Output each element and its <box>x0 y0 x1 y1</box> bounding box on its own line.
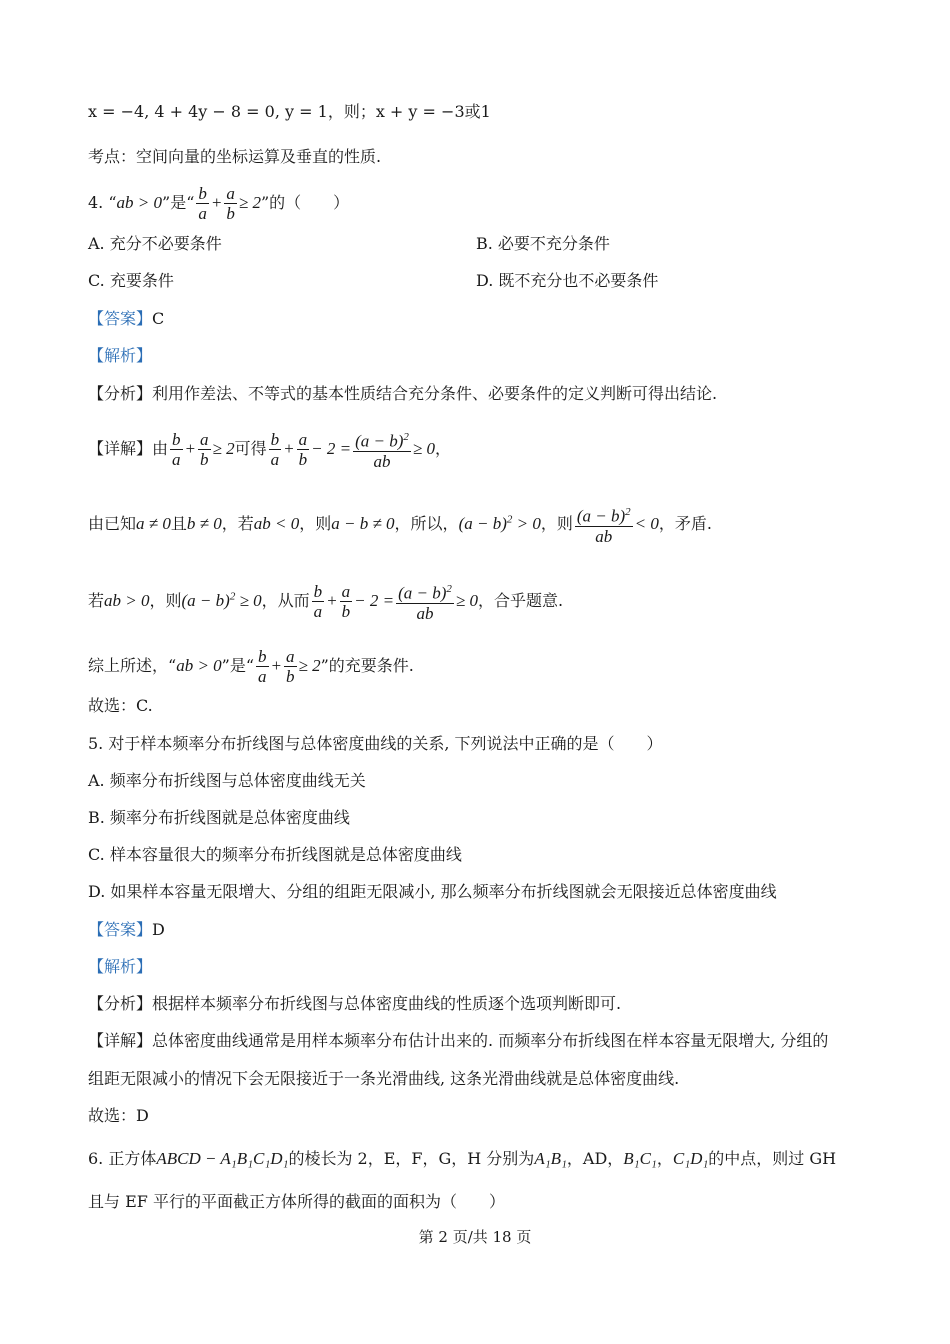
q5-option-a: A. 频率分布折线图与总体密度曲线无关 <box>88 771 366 790</box>
kaodian: 考点：空间向量的坐标运算及垂直的性质. <box>88 147 382 166</box>
q4-guxuan: 故选：C. <box>88 696 153 715</box>
q4-fenxi: 【分析】利用作差法、不等式的基本性质结合充分条件、必要条件的定义判断可得出结论. <box>88 384 718 403</box>
page-footer: 第 2 页/共 18 页 <box>418 1228 532 1246</box>
top-formula: x = −4, 4 + 4y − 8 = 0, y = 1，则；x + y = −3或1 <box>88 102 491 121</box>
q4-option-a: A. 充分不必要条件 <box>88 234 222 253</box>
q4-option-b: B. 必要不充分条件 <box>476 234 610 253</box>
q5-xiangjie-1: 【详解】总体密度曲线通常是用样本频率分布估计出来的. 而频率分布折线图在样本容量无限增大, 分组的 <box>88 1031 829 1050</box>
q6-stem-1: 6. 正方体ABCD − A₁B₁C₁D₁的棱长为 2，E，F，G，H 分别为A₁B₁，AD，B₁C₁，C₁D₁的中点，则过 GH <box>88 1149 837 1168</box>
q5-option-c: C. 样本容量很大的频率分布折线图就是总体密度曲线 <box>88 845 462 864</box>
q4-xiangjie-1: 【详解】由 $\frac{b}{a}$ + $\frac{a}{b}$ ≥ 2可得 $\frac{b}{a}$ + $\frac{a}{b}$ − 2 = $\frac{(a - b)^2}{ab}$ ≥ 0， <box>88 429 451 471</box>
q4-xiangjie-3: 若ab > 0，则$(a - b)^2 \ge 0$，从而 $\frac{b}{a}$ + $\frac{a}{b}$ − 2 = $\frac{(a - b)^2}{ab}$ ≥ 0，合乎题意. <box>88 581 564 623</box>
q5-option-b: B. 频率分布折线图就是总体密度曲线 <box>88 808 350 827</box>
q5-jiexi: 【解析】 <box>88 957 153 976</box>
q4-jiexi: 【解析】 <box>88 346 153 365</box>
q4-answer: 【答案】C <box>88 309 165 328</box>
q5-fenxi: 【分析】根据样本频率分布折线图与总体密度曲线的性质逐个选项判断即可. <box>88 994 622 1013</box>
q6-stem-2: 且与 EF 平行的平面截正方体所得的截面的面积为（ ） <box>88 1192 505 1211</box>
q4-option-c: C. 充要条件 <box>88 271 174 290</box>
q5-stem: 5. 对于样本频率分布折线图与总体密度曲线的关系, 下列说法中正确的是（ ） <box>88 734 663 753</box>
q4-xiangjie-2: 由已知a ≠ 0且b ≠ 0，若ab < 0，则a − b ≠ 0，所以，$(a - b)^2 > 0$，则 $\frac{(a - b)^2}{ab}$ < 0，矛盾. <box>88 503 712 546</box>
q4-xiangjie-4: 综上所述，“ab > 0”是“ $\frac{b}{a}$ + $\frac{a}{b}$ ≥ 2”的充要条件. <box>88 647 414 686</box>
q5-option-d: D. 如果样本容量无限增大、分组的组距无限减小, 那么频率分布折线图就会无限接近总体密度曲线 <box>88 882 777 901</box>
q5-guxuan: 故选：D <box>88 1106 149 1125</box>
q5-xiangjie-2: 组距无限减小的情况下会无限接近于一条光滑曲线, 这条光滑曲线就是总体密度曲线. <box>88 1069 680 1088</box>
q4-stem: 4. “ab > 0”是“ $\frac{b}{a}$ + $\frac{a}{b}$ ≥ 2”的（ ） <box>88 184 350 223</box>
q5-answer: 【答案】D <box>88 920 165 939</box>
q4-option-d: D. 既不充分也不必要条件 <box>476 271 659 290</box>
